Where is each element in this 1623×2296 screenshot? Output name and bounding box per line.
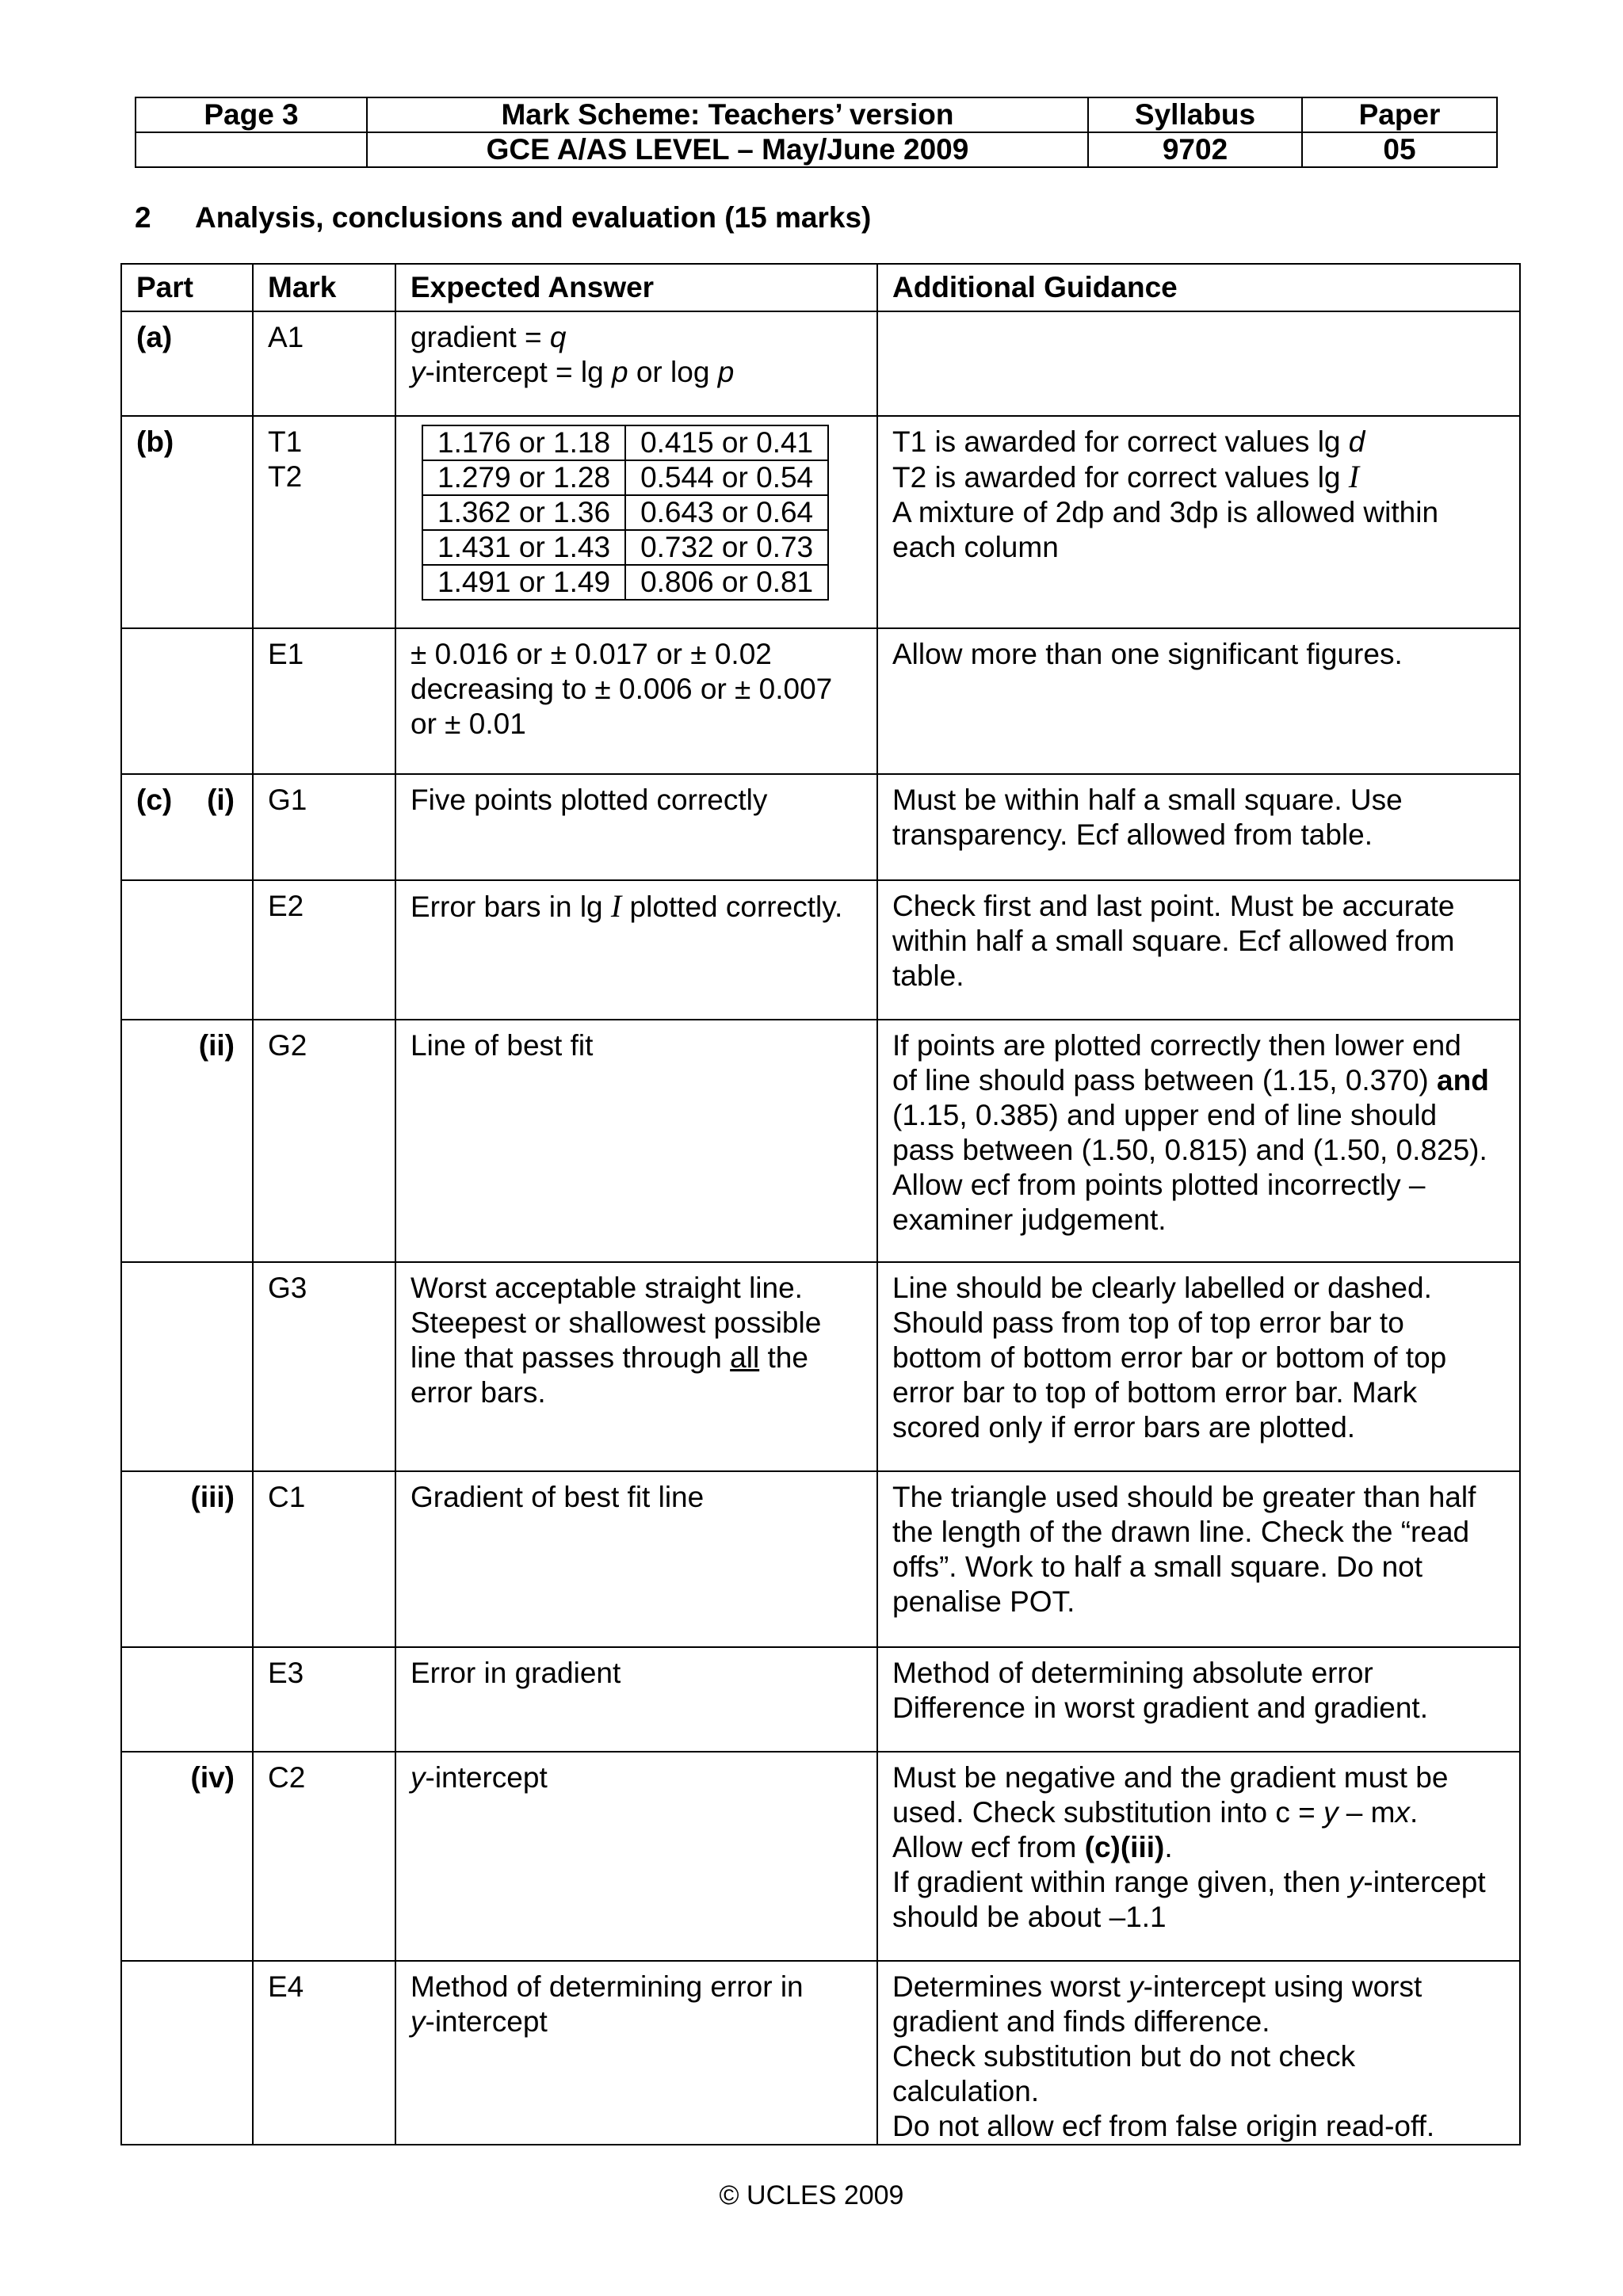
guidance-cell: Must be within half a small square. Use transparency. Ecf allowed from table. xyxy=(877,774,1520,880)
values-row xyxy=(422,530,828,565)
guidance-cell: T1 is awarded for correct values lg d T2 is awarded for correct values lg I A mixture of 2dp and 3dp is allowed within each column xyxy=(877,416,1520,628)
mark-cell: E2 xyxy=(253,880,395,1020)
table-row xyxy=(121,1647,1520,1752)
lg-i-value: 0.544 or 0.54 xyxy=(625,460,828,495)
column-header-expected-answer: Expected Answer xyxy=(395,264,877,311)
header-empty-cell xyxy=(136,132,367,167)
copyright-footer: © UCLES 2009 xyxy=(719,2180,904,2210)
part-cell: (ii) xyxy=(121,1020,253,1262)
guidance-cell: Allow more than one significant figures. xyxy=(877,628,1520,774)
mark-cell: T1 T2 xyxy=(253,416,395,628)
table-row xyxy=(121,1961,1520,2145)
guidance-cell: Check first and last point. Must be accurate within half a small square. Ecf allowed from table. xyxy=(877,880,1520,1020)
section-heading xyxy=(135,201,871,235)
guidance-cell xyxy=(877,311,1520,416)
mark-cell: A1 xyxy=(253,311,395,416)
column-header-part: Part xyxy=(121,264,253,311)
part-cell xyxy=(121,1262,253,1471)
header-row xyxy=(136,132,1497,167)
part-cell xyxy=(121,1647,253,1752)
values-row xyxy=(422,425,828,460)
answer-cell: gradient = q y-intercept = lg p or log p xyxy=(395,311,877,416)
lg-d-value: 1.431 or 1.43 xyxy=(422,530,625,565)
column-header-mark: Mark xyxy=(253,264,395,311)
values-row xyxy=(422,565,828,600)
column-header-row xyxy=(121,264,1520,311)
guidance-cell: Line should be clearly labelled or dashed. Should pass from top of top error bar to bottom of bottom error bar or bottom of top error bar to top of bottom error bar. Mark scored only if error bars are plotted. xyxy=(877,1262,1520,1471)
header-row xyxy=(136,97,1497,132)
lg-i-value: 0.732 or 0.73 xyxy=(625,530,828,565)
part-cell xyxy=(121,880,253,1020)
lg-i-value: 0.415 or 0.41 xyxy=(625,425,828,460)
header-table xyxy=(135,97,1498,168)
mark-cell: E1 xyxy=(253,628,395,774)
section-number: 2 xyxy=(135,201,151,234)
answer-cell: Line of best fit xyxy=(395,1020,877,1262)
part-cell xyxy=(121,628,253,774)
exam-title: GCE A/AS LEVEL – May/June 2009 xyxy=(367,132,1088,167)
mark-cell: G2 xyxy=(253,1020,395,1262)
answer-cell xyxy=(395,416,877,628)
mark-cell: G3 xyxy=(253,1262,395,1471)
table-row xyxy=(121,628,1520,774)
guidance-cell: Determines worst y-intercept using worst gradient and finds difference. Check substitution but do not check calculation. Do not allow ecf from false origin read-off. xyxy=(877,1961,1520,2145)
mark-cell: E3 xyxy=(253,1647,395,1752)
table-row xyxy=(121,311,1520,416)
mark-cell: E4 xyxy=(253,1961,395,2145)
mark-cell: C1 xyxy=(253,1471,395,1647)
answer-cell: Error in gradient xyxy=(395,1647,877,1752)
paper-number: 05 xyxy=(1302,132,1497,167)
part-cell: (iii) xyxy=(121,1471,253,1647)
mark-cell: G1 xyxy=(253,774,395,880)
guidance-cell: Method of determining absolute error Difference in worst gradient and gradient. xyxy=(877,1647,1520,1752)
lg-i-value: 0.806 or 0.81 xyxy=(625,565,828,600)
syllabus-label: Syllabus xyxy=(1088,97,1302,132)
document-title: Mark Scheme: Teachers’ version xyxy=(367,97,1088,132)
answer-cell: Error bars in lg I plotted correctly. xyxy=(395,880,877,1020)
lg-d-value: 1.176 or 1.18 xyxy=(422,425,625,460)
values-table xyxy=(422,425,829,601)
lg-d-value: 1.362 or 1.36 xyxy=(422,495,625,530)
guidance-cell: If points are plotted correctly then lower end of line should pass between (1.15, 0.370) and (1.15, 0.385) and upper end of line should pass between (1.50, 0.815) and (1.50, 0.825). Allow ecf from points plotted incorrectly – examiner judgement. xyxy=(877,1020,1520,1262)
table-row xyxy=(121,416,1520,628)
table-row xyxy=(121,1020,1520,1262)
values-row xyxy=(422,460,828,495)
table-row xyxy=(121,1471,1520,1647)
lg-d-value: 1.279 or 1.28 xyxy=(422,460,625,495)
section-title: Analysis, conclusions and evaluation (15 marks) xyxy=(195,201,872,234)
part-cell: (c) (i) xyxy=(121,774,253,880)
page-label: Page 3 xyxy=(136,97,367,132)
lg-d-value: 1.491 or 1.49 xyxy=(422,565,625,600)
lg-i-value: 0.643 or 0.64 xyxy=(625,495,828,530)
table-row xyxy=(121,1262,1520,1471)
paper-label: Paper xyxy=(1302,97,1497,132)
table-row xyxy=(121,1752,1520,1961)
answer-cell: Five points plotted correctly xyxy=(395,774,877,880)
guidance-cell: Must be negative and the gradient must be used. Check substitution into c = y – mx. Allow ecf from (c)(iii). If gradient within range given, then y-intercept should be about –1.1 xyxy=(877,1752,1520,1961)
values-row xyxy=(422,495,828,530)
column-header-additional-guidance: Additional Guidance xyxy=(877,264,1520,311)
guidance-cell: The triangle used should be greater than half the length of the drawn line. Check the “read offs”. Work to half a small square. Do not penalise POT. xyxy=(877,1471,1520,1647)
part-cell: (b) xyxy=(121,416,253,628)
table-row xyxy=(121,774,1520,880)
answer-cell: y-intercept xyxy=(395,1752,877,1961)
table-row xyxy=(121,880,1520,1020)
part-cell xyxy=(121,1961,253,2145)
answer-cell: Worst acceptable straight line. Steepest or shallowest possible line that passes through all the error bars. xyxy=(395,1262,877,1471)
mark-scheme-table xyxy=(120,263,1521,2145)
part-cell: (iv) xyxy=(121,1752,253,1961)
answer-cell: ± 0.016 or ± 0.017 or ± 0.02 decreasing to ± 0.006 or ± 0.007 or ± 0.01 xyxy=(395,628,877,774)
answer-cell: Method of determining error in y-intercept xyxy=(395,1961,877,2145)
mark-cell: C2 xyxy=(253,1752,395,1961)
syllabus-code: 9702 xyxy=(1088,132,1302,167)
answer-cell: Gradient of best fit line xyxy=(395,1471,877,1647)
part-cell: (a) xyxy=(121,311,253,416)
